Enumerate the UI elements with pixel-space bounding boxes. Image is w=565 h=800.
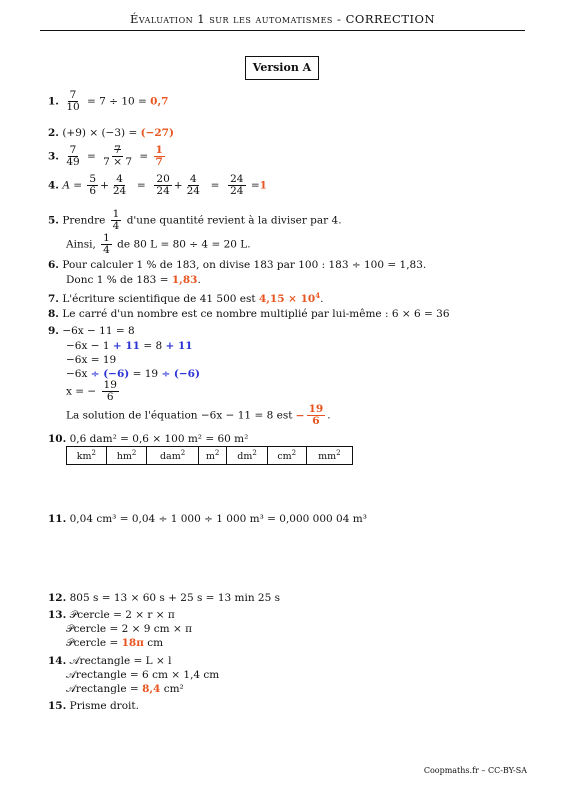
question-9-line-6: La solution de l'équation −6x − 11 = 8 est − $\frac{19}{6}$ .	[66, 403, 331, 428]
table-header-6: $mm^2$	[306, 447, 352, 465]
table-header-4: $dm^2$	[227, 447, 267, 465]
answer-14: 8,4	[142, 683, 161, 695]
answer-4: 1	[259, 179, 267, 192]
answer-1: 0,7	[150, 95, 169, 108]
footer: Coopmaths.fr – CC-BY-SA	[423, 766, 527, 775]
question-14-line-1: 14. 𝒜rectangle = L × l	[48, 655, 172, 667]
answer-6: 1,83	[171, 274, 198, 286]
question-9-line-3: −6x = 19	[66, 354, 117, 366]
title-rule	[40, 30, 525, 31]
answer-2: (−27)	[140, 127, 174, 139]
question-14-line-3: 𝒜rectangle = 8,4 cm²	[66, 683, 184, 695]
question-13-line-3: 𝒫cercle = 18π cm	[66, 637, 164, 649]
answer-9: − $\frac{19}{6}$	[295, 403, 324, 428]
question-5-line-1: 5. Prendre $\frac{1}{4}$ d'une quantité revient à la diviser par 4.	[48, 208, 342, 233]
table-header-0: $km^2$	[67, 447, 107, 465]
question-3: 3. $\frac{7}{49}$ = $\frac{7}{7 \times 7}$ = $\frac{1}{7}$	[48, 144, 163, 169]
table-header-1: $hm^2$	[106, 447, 147, 465]
question-10: 10. 0,6 dam² = 0,6 × 100 m² = 60 m²	[48, 433, 249, 445]
conversion-table-area	[66, 446, 353, 465]
question-5-line-2: Ainsi, $\frac{1}{4}$ de 80 L = 80 ÷ 4 = 20 L.	[66, 232, 251, 257]
question-11: 11. 0,04 cm³ = 0,04 ÷ 1 000 ÷ 1 000 m³ = 0,000 000 04 m³	[48, 513, 367, 525]
question-7: 7. L'écriture scientifique de 41 500 est $4,15 \times 10^4$.	[48, 291, 324, 305]
question-4: 4. A = $\frac{5}{6}$ + $\frac{4}{24}$ = $\frac{20}{24}$ + $\frac{4}{24}$ = $\frac{24}{24}$ =1	[48, 173, 267, 198]
question-9-line-5: x = − $\frac{19}{6}$	[66, 379, 117, 404]
question-13-line-1: 13. 𝒫cercle = 2 × r × π	[48, 609, 175, 621]
answer-7: $4,15 \times 10^4$	[258, 291, 321, 305]
table-header-3: $m^2$	[198, 447, 226, 465]
question-6-line-2: Donc 1 % de 183 = 1,83.	[66, 274, 201, 286]
answer-3: $\frac{1}{7}$	[155, 144, 163, 169]
question-15: 15. Prisme droit.	[48, 700, 139, 712]
question-1: 1. $\frac{7}{10}$ = 7 ÷ 10 = 0,7	[48, 89, 169, 114]
version-box: Version A	[245, 56, 319, 80]
page-title: Évaluation 1 sur les automatismes - CORRECTION	[129, 12, 436, 26]
question-13-line-2: 𝒫cercle = 2 × 9 cm × π	[66, 623, 192, 635]
answer-13: 18π	[121, 637, 144, 649]
question-2: 2. (+9) × (−3) = (−27)	[48, 127, 174, 139]
table-header-5: $cm^2$	[267, 447, 306, 465]
question-9-line-4: −6x ÷ (−6) = 19 ÷ (−6)	[66, 368, 200, 380]
question-6-line-1: 6. Pour calculer 1 % de 183, on divise 183 par 100 : 183 ÷ 100 = 1,83.	[48, 259, 427, 271]
table-header-2: dam$^2$	[147, 447, 199, 465]
question-9-line-1: 9. −6x − 11 = 8	[48, 325, 135, 337]
question-12: 12. 805 s = 13 × 60 s + 25 s = 13 min 25 s	[48, 592, 281, 604]
question-8: 8. Le carré d'un nombre est ce nombre multiplié par lui-même : 6 × 6 = 36	[48, 308, 450, 320]
question-14-line-2: 𝒜rectangle = 6 cm × 1,4 cm	[66, 669, 220, 681]
question-9-line-2: −6x − 1 + 11 = 8 + 11	[66, 340, 193, 352]
